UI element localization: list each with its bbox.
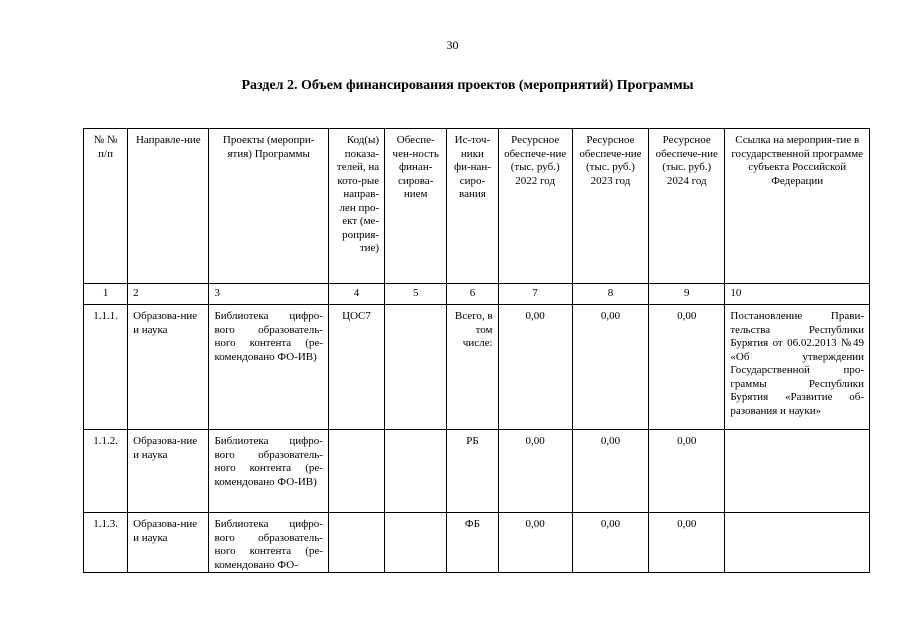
row-value-2023: 0,00 (572, 305, 648, 430)
row-value-2022: 0,00 (498, 513, 572, 573)
row-value-2023: 0,00 (572, 430, 648, 513)
header-cell-direction: Направле-ние (128, 129, 209, 284)
row-source: Всего, в том числе: (447, 305, 498, 430)
row-reference (725, 430, 870, 513)
column-number: 4 (328, 284, 384, 305)
header-cell-reference: Ссылка на мероприя-тие в государственной программе субъекта Российской Федерации (725, 129, 870, 284)
row-number: 1.1.3. (84, 513, 128, 573)
column-number: 2 (128, 284, 209, 305)
row-value-2024: 0,00 (649, 305, 725, 430)
row-direction: Образова-ние и наука (128, 513, 209, 573)
header-cell-project: Проекты (меропри-ятия) Программы (209, 129, 328, 284)
header-cell-source: Ис-точ-ники фи-нан-сиро-вания (447, 129, 498, 284)
header-cell-provision: Обеспе-чен-ность финан-сирова-нием (385, 129, 447, 284)
row-source: ФБ (447, 513, 498, 573)
financing-table (83, 128, 870, 573)
column-number-row (84, 284, 870, 305)
row-direction: Образова-ние и наука (128, 430, 209, 513)
column-number: 1 (84, 284, 128, 305)
row-value-2022: 0,00 (498, 305, 572, 430)
row-direction: Образова-ние и наука (128, 305, 209, 430)
column-number: 9 (649, 284, 725, 305)
row-number: 1.1.1. (84, 305, 128, 430)
row-code: ЦОС7 (328, 305, 384, 430)
row-project: Библиотека цифро-вого образователь-ного контента (ре-комендовано ФО-ИВ) (209, 430, 328, 513)
page-number: 30 (446, 38, 459, 52)
header-cell-2024: Ресурсное обеспече-ние (тыс. руб.) 2024 год (649, 129, 725, 284)
row-project: Библиотека цифро-вого образователь-ного контента (ре-комендовано ФО- (209, 513, 328, 573)
row-number: 1.1.2. (84, 430, 128, 513)
table-row (84, 430, 870, 513)
row-provision (385, 305, 447, 430)
row-reference (725, 513, 870, 573)
header-row (84, 129, 870, 284)
row-source: РБ (447, 430, 498, 513)
row-code (328, 513, 384, 573)
table-row (84, 513, 870, 573)
row-provision (385, 430, 447, 513)
column-number: 7 (498, 284, 572, 305)
table-row (84, 305, 870, 430)
column-number: 8 (572, 284, 648, 305)
row-value-2022: 0,00 (498, 430, 572, 513)
header-cell-num: № № п/п (84, 129, 128, 284)
row-provision (385, 513, 447, 573)
column-number: 5 (385, 284, 447, 305)
header-cell-code: Код(ы) показа-телей, на кото-рые направ-лен про-ект (ме-роприя-тие) (328, 129, 384, 284)
column-number: 6 (447, 284, 498, 305)
column-number: 3 (209, 284, 328, 305)
row-value-2024: 0,00 (649, 430, 725, 513)
row-value-2023: 0,00 (572, 513, 648, 573)
header-cell-2023: Ресурсное обеспече-ние (тыс. руб.) 2023 год (572, 129, 648, 284)
header-cell-2022: Ресурсное обеспече-ние (тыс. руб.) 2022 год (498, 129, 572, 284)
column-number: 10 (725, 284, 870, 305)
row-code (328, 430, 384, 513)
row-value-2024: 0,00 (649, 513, 725, 573)
row-reference: Постановление Прави-тельства Республики Бурятия от 06.02.2013 №49 «Об утверждении Государственной про-граммы Республики Бурятия «Развитие об-разования и науки» (725, 305, 870, 430)
row-project: Библиотека цифро-вого образователь-ного контента (ре-комендовано ФО-ИВ) (209, 305, 328, 430)
section-title: Раздел 2. Объем финансирования проектов (мероприятий) Программы (241, 78, 694, 93)
